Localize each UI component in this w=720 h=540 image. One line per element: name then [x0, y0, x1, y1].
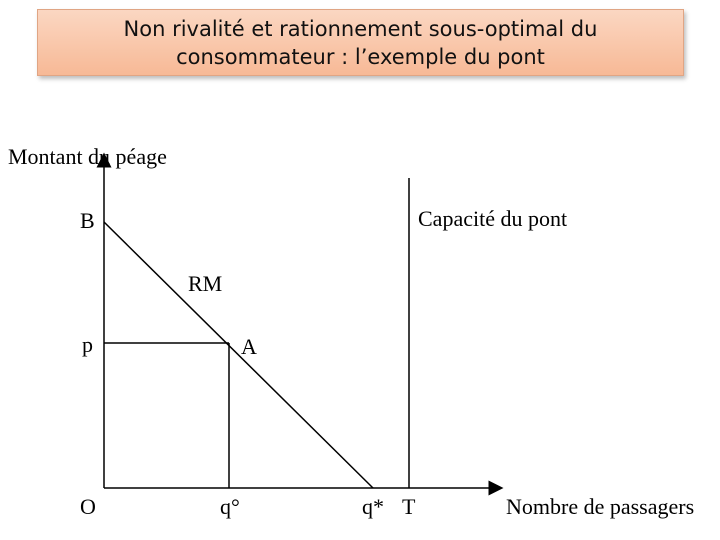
capacity-label: Capacité du pont: [418, 206, 568, 231]
curve-label-rm: RM: [188, 271, 223, 296]
title-line-2: consommateur : l’exemple du pont: [176, 44, 545, 69]
origin-label: O: [80, 494, 96, 519]
capacity-t-label: T: [402, 494, 416, 519]
price-label: p: [82, 332, 93, 357]
title-line-1: Non rivalité et rationnement sous-optimal du: [123, 16, 598, 41]
x-axis-label: Nombre de passagers: [506, 494, 695, 519]
quantity-q0-label: q°: [220, 494, 240, 519]
quantity-qstar-label: q*: [362, 494, 384, 519]
demand-line-rm: [104, 222, 373, 488]
y-axis-label: Montant du péage: [8, 144, 167, 169]
point-b-label: B: [80, 208, 95, 233]
point-a-label: A: [241, 334, 257, 359]
